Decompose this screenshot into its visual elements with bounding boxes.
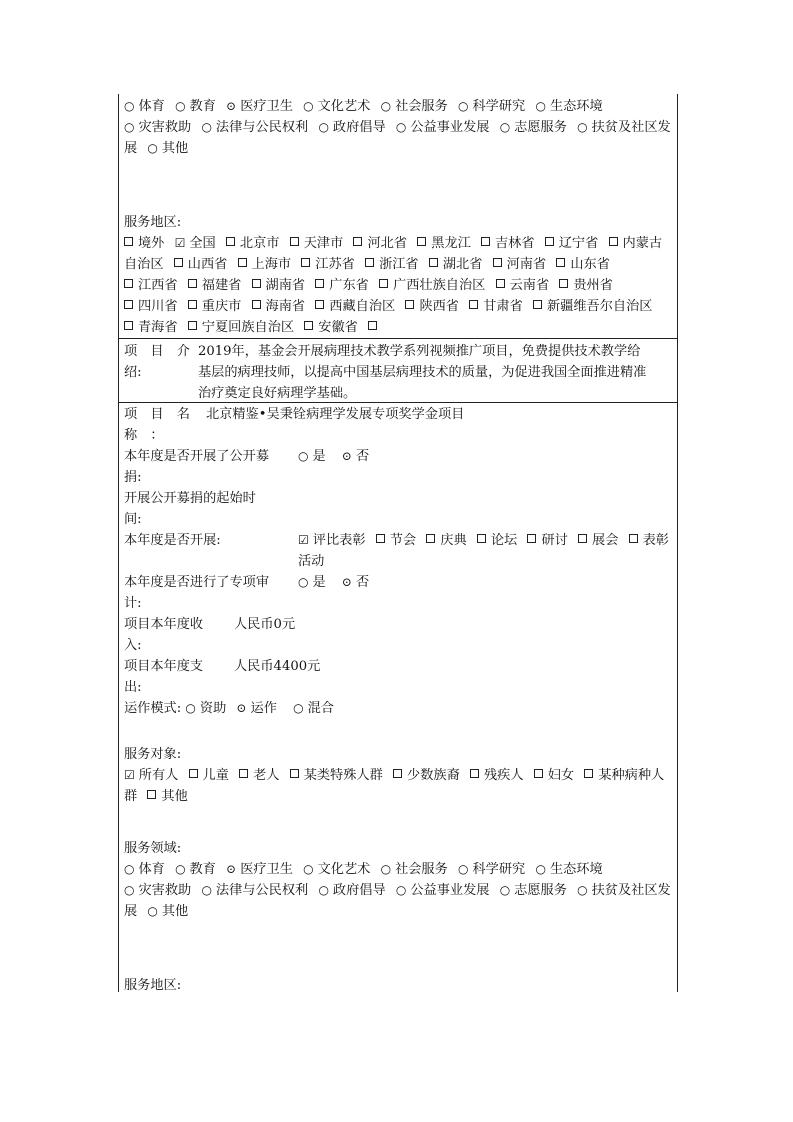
checkbox-icon	[469, 300, 478, 309]
activity-options	[298, 530, 674, 572]
checkbox-icon	[533, 300, 542, 309]
radio-icon: ○	[147, 904, 158, 918]
target-option[interactable]: ☑ 所有人	[124, 768, 178, 783]
field-option[interactable]: ○ 灾害救助	[124, 883, 191, 898]
checkbox-icon	[379, 279, 388, 288]
field-option[interactable]: ○ 体育	[124, 862, 165, 877]
checkbox-icon	[559, 279, 568, 288]
field-option[interactable]: ○ 教育	[175, 862, 216, 877]
checkbox-icon	[368, 321, 377, 330]
region-option[interactable]: 山东省	[556, 257, 610, 272]
region-option[interactable]: 四川省	[124, 299, 178, 314]
field-option[interactable]: ○ 生态环境	[535, 99, 602, 114]
public-fundraising-label: 本年度是否开展了公开募 捐:	[124, 449, 270, 485]
field-option[interactable]: ○ 志愿服务	[500, 120, 567, 135]
region-option[interactable]: 西藏自治区	[315, 299, 395, 314]
service-region-label-2: 服务地区:	[124, 978, 182, 993]
radio-icon: ○	[124, 120, 135, 134]
field-option[interactable]: ○ 科学研究	[458, 99, 525, 114]
region-option[interactable]: 内蒙古自治区	[124, 236, 663, 272]
checkbox-icon	[290, 237, 299, 246]
field-option[interactable]: ○ 教育	[175, 99, 216, 114]
checked-box-icon: ☑	[124, 768, 135, 782]
radio-icon: ○	[303, 99, 314, 113]
radio-icon: ○	[535, 862, 546, 876]
target-option[interactable]: 老人	[239, 768, 279, 783]
target-option[interactable]: 某类特殊人群	[290, 768, 383, 783]
mode-option[interactable]: ○ 资助	[185, 701, 226, 716]
checkbox-icon	[189, 769, 198, 778]
public-yes-option[interactable]: ○ 是	[298, 449, 326, 464]
field-option[interactable]: ○ 法律与公民权利	[201, 883, 308, 898]
region-option[interactable]: 河南省	[493, 257, 547, 272]
field-option[interactable]: ○ 文化艺术	[303, 99, 370, 114]
checkbox-icon	[239, 769, 248, 778]
field-option[interactable]: ○ 志愿服务	[500, 883, 567, 898]
checkbox-icon	[493, 258, 502, 267]
activity-option[interactable]: 研讨	[527, 533, 567, 548]
region-option[interactable]: 天津市	[290, 236, 344, 251]
checkbox-icon	[188, 279, 197, 288]
radio-icon: ○	[298, 449, 309, 463]
region-option[interactable]: 黑龙江	[417, 236, 471, 251]
target-option[interactable]: 少数族裔	[393, 768, 460, 783]
radio-icon: ○	[293, 701, 304, 715]
field-option[interactable]: ○ 政府倡导	[318, 883, 385, 898]
checkbox-icon	[353, 237, 362, 246]
radio-icon: ○	[380, 862, 392, 876]
region-option[interactable]: 山西省	[174, 257, 228, 272]
radio-icon: ○	[201, 883, 212, 897]
mode-option[interactable]: ○ 混合	[293, 701, 334, 716]
radio-selected-icon: ⊙	[341, 575, 352, 589]
region-option[interactable]: 湖南省	[252, 278, 306, 293]
region-option[interactable]: 海南省	[252, 299, 306, 314]
checkbox-icon	[556, 258, 565, 267]
radio-selected-icon: ⊙	[236, 701, 247, 715]
field-option[interactable]: ⊙ 医疗卫生	[226, 862, 293, 877]
region-option[interactable]: 辽宁省	[545, 236, 599, 251]
target-option[interactable]: 妇女	[534, 768, 574, 783]
checkbox-icon	[290, 769, 299, 778]
intro-text: 2019年，基金会开展病理技术教学系列视频推广项目，免费提供技术教学给 基层的病理技师，以提高中国基层病理技术的质量，为促进我国全面推进精准 治疗奠定良好病理学基础。	[198, 344, 647, 401]
activity-option[interactable]: 庆典	[426, 533, 466, 548]
income-label: 项目本年度收 入:	[124, 617, 204, 653]
region-option[interactable]: ☑ 全国	[175, 236, 216, 251]
expense-label: 项目本年度支 出:	[124, 659, 204, 695]
region-option[interactable]: 广西壮族自治区	[379, 278, 485, 293]
expense-value: 人民币4400元	[234, 659, 321, 674]
service-region-label: 服务地区:	[124, 215, 182, 230]
checkbox-icon	[252, 279, 261, 288]
checkbox-icon	[124, 300, 133, 309]
project-name-value: 北京精鉴•吴秉铨病理学发展专项奖学金项目	[206, 407, 465, 422]
radio-icon: ○	[499, 883, 511, 897]
region-option[interactable]	[368, 320, 382, 335]
public-no-option[interactable]: ⊙ 否	[342, 449, 369, 464]
field-option[interactable]: ○ 扶贫及社区发展	[124, 883, 671, 919]
public-fundraising-options	[298, 446, 369, 467]
checkbox-icon	[393, 769, 402, 778]
checkbox-icon	[315, 300, 324, 309]
checkbox-icon	[496, 279, 505, 288]
radio-icon: ○	[577, 120, 588, 134]
field-option[interactable]: ○ 扶贫及社区发展	[124, 120, 671, 156]
checkbox-icon	[174, 258, 183, 267]
checkbox-icon	[304, 321, 313, 330]
checkbox-icon	[405, 300, 414, 309]
region-option[interactable]: 重庆市	[188, 299, 242, 314]
project-name-label: 项 目 名 称 ：	[124, 407, 190, 443]
region-option[interactable]: 云南省	[496, 278, 550, 293]
field-option[interactable]: ○ 文化艺术	[303, 862, 370, 877]
audit-no-option[interactable]: ⊙ 否	[342, 575, 369, 590]
activity-option[interactable]: 论坛	[477, 533, 517, 548]
checkbox-icon	[365, 258, 374, 267]
region-option[interactable]: 安徽省	[304, 320, 358, 335]
region-option[interactable]: 广东省	[315, 278, 369, 293]
checkbox-icon	[417, 237, 426, 246]
field-option[interactable]: ○ 公益事业发展	[396, 120, 490, 135]
radio-icon: ○	[124, 99, 135, 113]
fundraising-start-label: 开展公开募捐的起始时 间:	[124, 491, 256, 527]
checkbox-icon	[534, 769, 543, 778]
checkbox-icon	[124, 321, 133, 330]
radio-icon: ○	[395, 120, 407, 134]
activity-option[interactable]: 展会	[578, 533, 618, 548]
activity-option[interactable]: 节会	[376, 533, 416, 548]
radio-icon: ○	[577, 883, 588, 897]
row-divider	[118, 402, 678, 403]
region-option[interactable]: 青海省	[124, 320, 178, 335]
checkbox-icon	[545, 237, 554, 246]
radio-icon: ○	[147, 141, 158, 155]
checkbox-icon	[470, 769, 479, 778]
target-option[interactable]: 某种病种人群	[124, 768, 665, 804]
field-option[interactable]: ⊙ 医疗卫生	[226, 99, 293, 114]
audit-options	[298, 572, 369, 593]
region-option[interactable]: 福建省	[188, 278, 242, 293]
field-option[interactable]: ○ 灾害救助	[124, 120, 191, 135]
target-option[interactable]: 残疾人	[470, 768, 524, 783]
field-option[interactable]: ○ 社会服务	[381, 862, 448, 877]
region-option[interactable]: 甘肃省	[469, 299, 523, 314]
checked-box-icon: ☑	[298, 533, 309, 547]
checkbox-icon	[477, 534, 486, 543]
activity-label: 本年度是否开展:	[124, 533, 221, 548]
checkbox-icon	[527, 534, 536, 543]
field-option[interactable]: ○ 法律与公民权利	[201, 120, 308, 135]
checkbox-icon	[429, 258, 438, 267]
field-option[interactable]: ○ 政府倡导	[318, 120, 385, 135]
region-option[interactable]: 新疆维吾尔自治区	[533, 299, 653, 314]
row-divider	[118, 338, 678, 339]
checkbox-icon	[315, 279, 324, 288]
radio-icon: ○	[499, 120, 511, 134]
checkbox-icon	[481, 237, 490, 246]
checkbox-icon	[147, 790, 156, 799]
radio-selected-icon: ⊙	[226, 862, 237, 876]
radio-icon: ○	[185, 701, 196, 715]
radio-icon: ○	[124, 883, 135, 897]
activity-option[interactable]: 表彰活动	[298, 533, 669, 569]
region-option[interactable]: 湖北省	[429, 257, 483, 272]
service-field-options-2	[124, 859, 672, 922]
field-option[interactable]: ○ 其他	[147, 904, 188, 919]
service-field-options-1	[124, 96, 672, 159]
radio-icon: ○	[175, 862, 186, 876]
region-option[interactable]: 贵州省	[559, 278, 613, 293]
income-value: 人民币0元	[234, 617, 296, 632]
checkbox-icon	[124, 279, 133, 288]
radio-icon: ○	[318, 120, 329, 134]
audit-yes-option[interactable]: ○ 是	[298, 575, 326, 590]
radio-icon: ○	[318, 883, 329, 897]
checkbox-icon	[226, 237, 235, 246]
checkbox-icon	[301, 258, 310, 267]
checkbox-icon	[609, 237, 618, 246]
radio-icon: ○	[535, 99, 546, 113]
region-option[interactable]: 境外	[124, 236, 164, 251]
region-option[interactable]: 北京市	[226, 236, 280, 251]
checkbox-icon	[376, 534, 385, 543]
radio-selected-icon: ⊙	[226, 99, 237, 113]
field-option[interactable]: ○ 社会服务	[381, 99, 448, 114]
checkbox-icon	[426, 534, 435, 543]
checked-box-icon: ☑	[174, 236, 186, 250]
radio-icon: ○	[395, 883, 407, 897]
service-target-label: 服务对象:	[124, 747, 182, 762]
checkbox-icon	[578, 534, 587, 543]
service-field-label: 服务领域:	[124, 841, 182, 856]
field-option[interactable]: ○ 体育	[124, 99, 165, 114]
mode-option[interactable]: ⊙ 运作	[236, 701, 276, 716]
radio-icon: ○	[303, 862, 314, 876]
checkbox-icon	[188, 321, 197, 330]
region-option[interactable]: 江苏省	[301, 257, 355, 272]
region-option[interactable]: 上海市	[238, 257, 292, 272]
operation-mode: 运作模式: ○ 资助 ⊙ 运作 ○ 混合	[124, 698, 334, 719]
field-option[interactable]: ○ 公益事业发展	[396, 883, 490, 898]
region-option[interactable]: 宁夏回族自治区	[188, 320, 294, 335]
field-option[interactable]: ○ 其他	[147, 141, 188, 156]
field-option[interactable]: ○ 科学研究	[458, 862, 525, 877]
region-option[interactable]: 吉林省	[481, 236, 535, 251]
region-option[interactable]: 浙江省	[365, 257, 419, 272]
service-region-options-1	[124, 233, 672, 338]
region-option[interactable]: 河北省	[353, 236, 407, 251]
radio-icon: ○	[380, 99, 392, 113]
target-option[interactable]: 其他	[147, 789, 187, 804]
region-option[interactable]: 陕西省	[405, 299, 459, 314]
radio-icon: ○	[201, 120, 212, 134]
radio-selected-icon: ⊙	[341, 449, 352, 463]
checkbox-icon	[629, 534, 638, 543]
audit-label: 本年度是否进行了专项审 计:	[124, 575, 270, 611]
radio-icon: ○	[124, 862, 135, 876]
radio-icon: ○	[175, 99, 186, 113]
radio-icon: ○	[458, 862, 469, 876]
checkbox-icon	[238, 258, 247, 267]
region-option[interactable]: 江西省	[124, 278, 178, 293]
radio-icon: ○	[298, 575, 309, 589]
checkbox-icon	[252, 300, 261, 309]
checkbox-icon	[188, 300, 197, 309]
intro-label: 项 目 介 绍:	[124, 344, 190, 380]
radio-icon: ○	[458, 99, 469, 113]
checkbox-icon	[124, 237, 133, 246]
checkbox-icon	[584, 769, 593, 778]
target-option[interactable]: 儿童	[189, 768, 229, 783]
field-option[interactable]: ○ 生态环境	[535, 862, 602, 877]
activity-option[interactable]: ☑ 评比表彰	[298, 533, 366, 548]
service-target-options	[124, 765, 672, 807]
